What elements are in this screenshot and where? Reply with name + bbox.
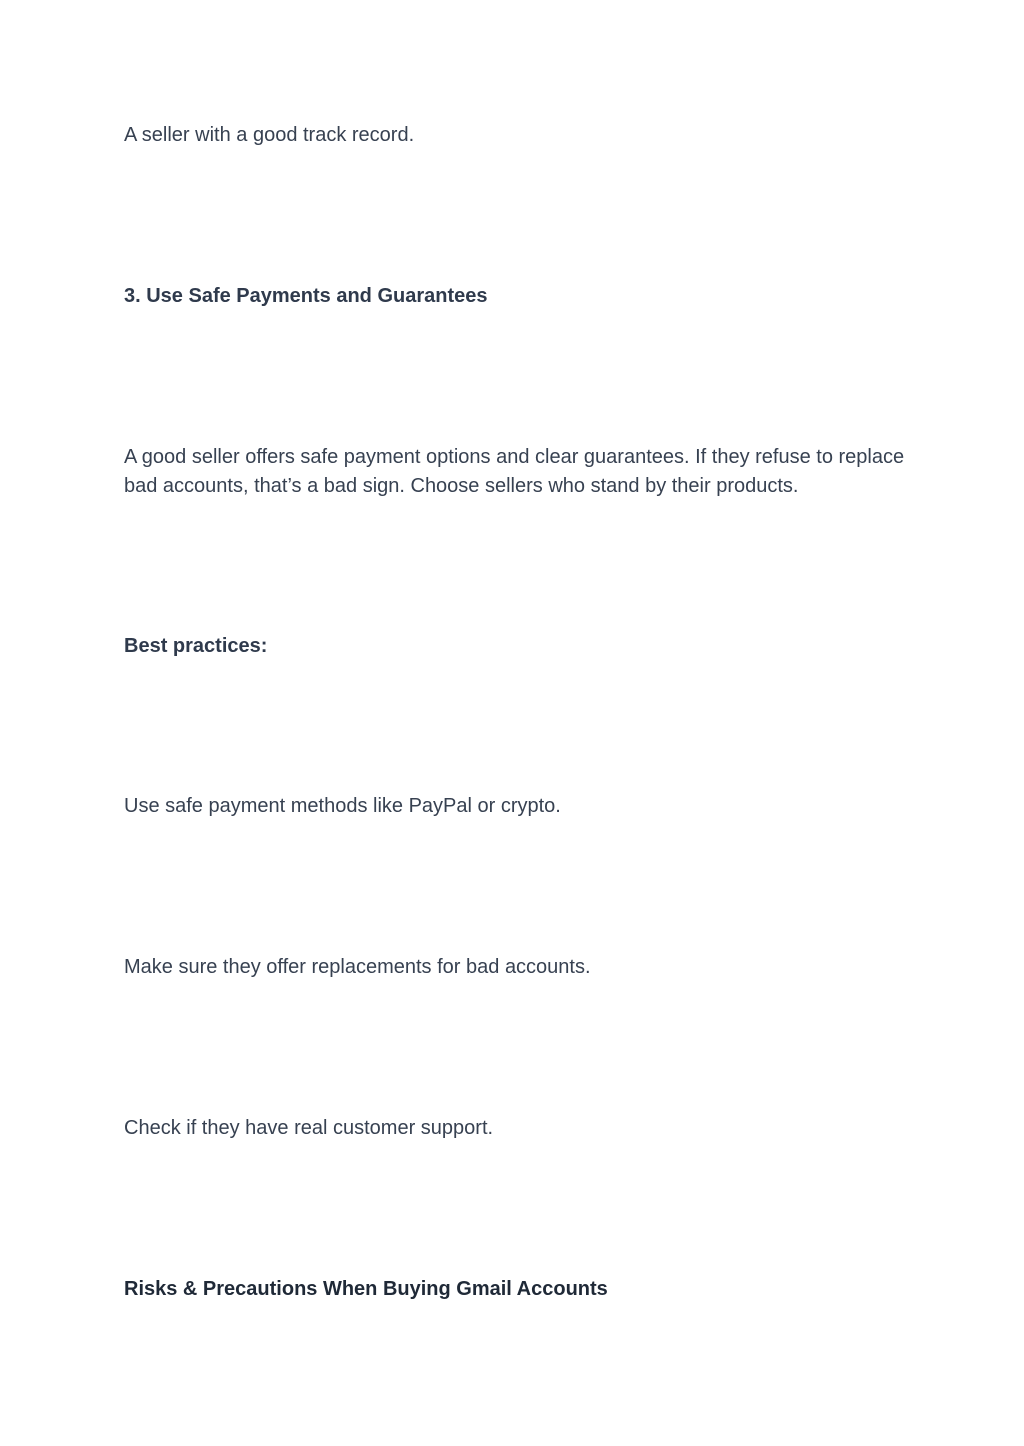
- paragraph-track-record: A seller with a good track record.: [124, 124, 415, 146]
- practice-item: Check if they have real customer support.: [124, 1117, 494, 1139]
- best-practices-heading: Best practices:: [124, 635, 268, 657]
- paragraph-intro: A good seller offers safe payment options and clear guarantees. If they refuse to replace bad accounts, that’s a bad sign. Choose sellers who stand by their products.: [124, 446, 905, 497]
- section-heading: 3. Use Safe Payments and Guarantees: [124, 285, 488, 307]
- practice-item: Make sure they offer replacements for bad accounts.: [124, 956, 591, 978]
- risks-heading: Risks & Precautions When Buying Gmail Accounts: [124, 1278, 608, 1300]
- practice-item: Use safe payment methods like PayPal or crypto.: [124, 795, 561, 817]
